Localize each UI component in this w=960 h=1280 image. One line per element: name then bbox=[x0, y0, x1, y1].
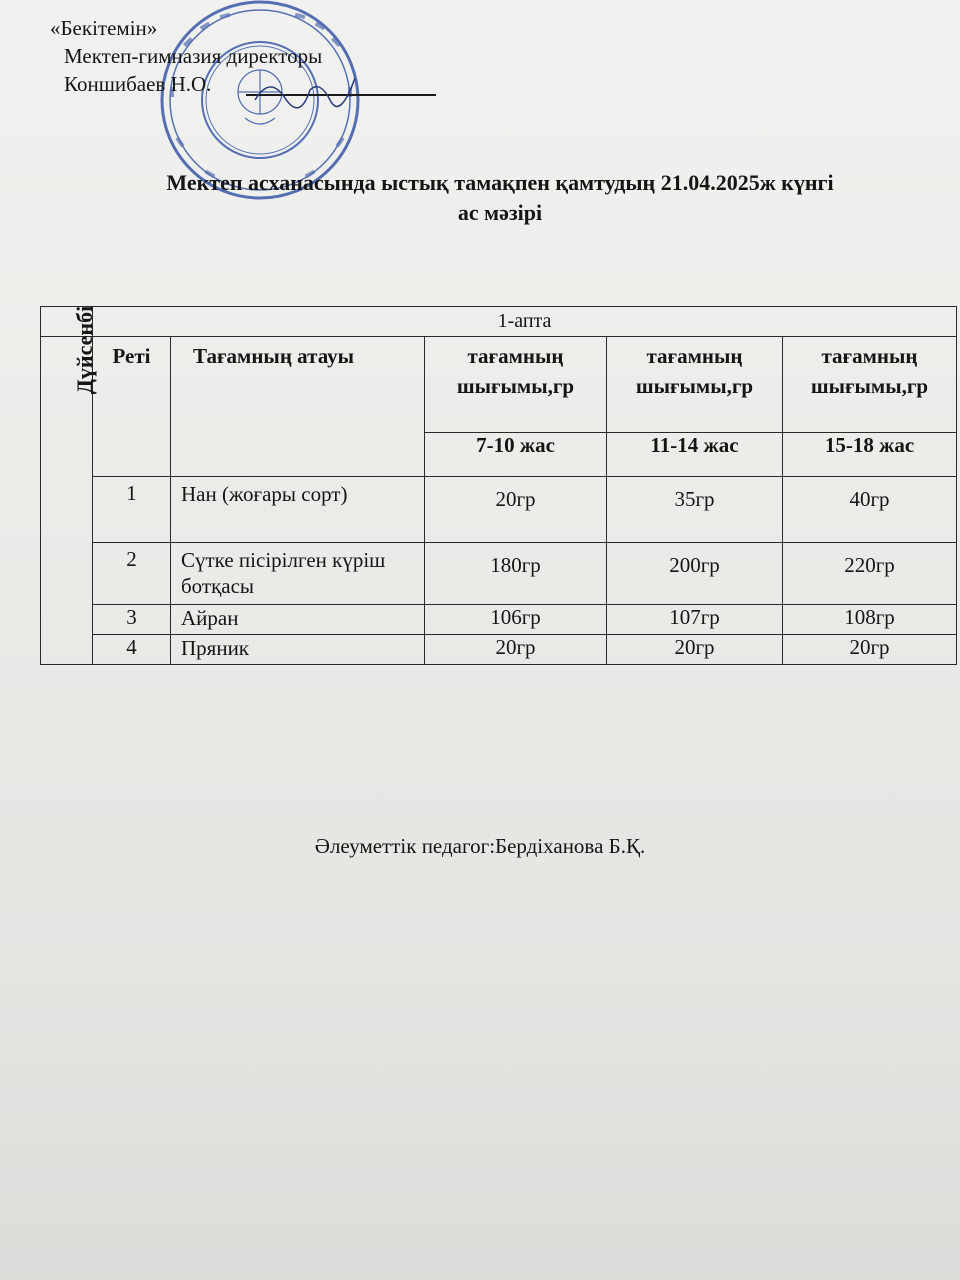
table-row bbox=[41, 543, 957, 605]
yield-value: 20гр bbox=[783, 635, 957, 665]
table-row bbox=[41, 477, 957, 543]
table-row bbox=[41, 605, 957, 635]
dish-name-header: Тағамның атауы bbox=[171, 337, 425, 477]
yield-value: 108гр bbox=[783, 605, 957, 635]
day-cell bbox=[41, 305, 98, 665]
header-row bbox=[41, 337, 957, 433]
yield-value: 200гр bbox=[607, 543, 783, 605]
yield-value: 106гр bbox=[425, 605, 607, 635]
approval-position: Мектеп-гимназия директоры bbox=[64, 44, 323, 68]
yield-value: 220гр bbox=[783, 543, 957, 605]
yield-header-3: тағамның шығымы,гр bbox=[783, 337, 957, 433]
yield-value: 20гр bbox=[607, 635, 783, 665]
approval-name: Коншибаев Н.О. bbox=[64, 72, 212, 96]
menu-title-line-2: ас мәзірі bbox=[457, 200, 543, 225]
table-row bbox=[41, 635, 957, 665]
yield-header-1: тағамның шығымы,гр bbox=[425, 337, 607, 433]
yield-value: 180гр bbox=[425, 543, 607, 605]
menu-table bbox=[40, 306, 957, 665]
order-header: Реті bbox=[93, 337, 171, 477]
dish-name: Пряник bbox=[171, 635, 425, 665]
yield-header-2: тағамның шығымы,гр bbox=[607, 337, 783, 433]
dish-name: Нан (жоғары сорт) bbox=[171, 477, 425, 543]
row-number: 3 bbox=[93, 605, 171, 635]
handwritten-signature bbox=[250, 70, 360, 110]
dish-name: Айран bbox=[171, 605, 425, 635]
week-row bbox=[41, 307, 957, 337]
yield-value: 35гр bbox=[607, 477, 783, 543]
row-number: 1 bbox=[93, 477, 171, 543]
dish-name: Сүтке пісірілген күріш ботқасы bbox=[171, 543, 425, 605]
approval-label: «Бекітемін» bbox=[50, 16, 158, 40]
age-group-1: 7-10 жас bbox=[425, 433, 607, 477]
yield-value: 40гр bbox=[783, 477, 957, 543]
day-label: Дүйсенбі bbox=[72, 305, 98, 395]
yield-value: 20гр bbox=[425, 477, 607, 543]
yield-value: 20гр bbox=[425, 635, 607, 665]
week-label: 1-апта bbox=[93, 307, 957, 337]
age-group-2: 11-14 жас bbox=[607, 433, 783, 477]
signatory-line: Әлеуметтік педагог:Бердіханова Б.Қ. bbox=[314, 834, 646, 858]
row-number: 2 bbox=[93, 543, 171, 605]
menu-title-line-1: Мектеп асханасында ыстық тамақпен қамтудың 21.04.2025ж күнгі bbox=[166, 170, 834, 195]
menu-title bbox=[60, 168, 940, 228]
yield-value: 107гр bbox=[607, 605, 783, 635]
row-number: 4 bbox=[93, 635, 171, 665]
age-group-3: 15-18 жас bbox=[783, 433, 957, 477]
